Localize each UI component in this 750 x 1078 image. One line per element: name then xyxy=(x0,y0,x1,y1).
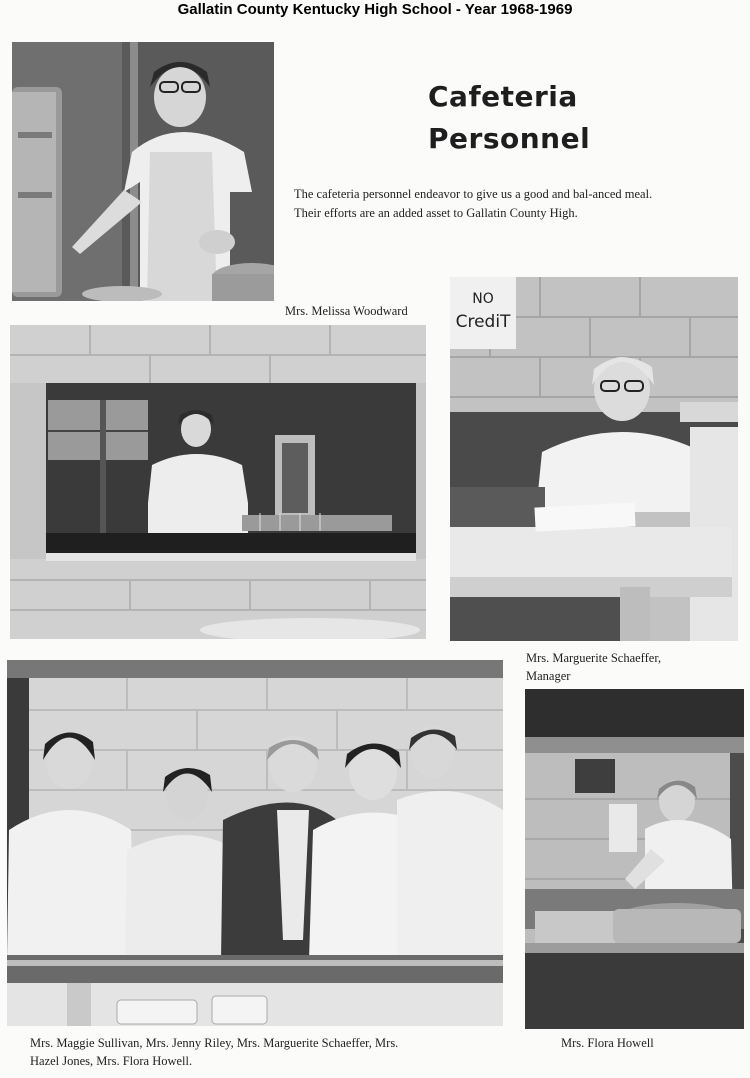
no-credit-sign-line2: CrediT xyxy=(455,312,511,332)
photo-marguerite-schaeffer xyxy=(450,277,738,641)
caption-marguerite-schaeffer-line1: Mrs. Marguerite Schaeffer, xyxy=(526,651,662,665)
caption-melissa-woodward: Mrs. Melissa Woodward xyxy=(285,304,408,318)
section-title-line1: Cafeteria xyxy=(428,80,578,113)
photo-serving-window xyxy=(10,325,426,639)
no-credit-sign-line1: NO xyxy=(472,291,494,307)
section-title-line2: Personnel xyxy=(428,122,591,155)
photo-melissa-woodward xyxy=(12,42,274,301)
photo-group-image xyxy=(7,660,503,1026)
caption-group-line2: Hazel Jones, Mrs. Flora Howell. xyxy=(30,1054,193,1068)
photo-melissa-woodward-image xyxy=(12,42,274,301)
section-title xyxy=(428,76,590,160)
caption-marguerite-schaeffer xyxy=(526,649,661,685)
caption-group xyxy=(30,1034,500,1070)
caption-flora-howell: Mrs. Flora Howell xyxy=(561,1036,654,1050)
photo-flora-howell-image xyxy=(525,689,744,1029)
caption-marguerite-schaeffer-line2: Manager xyxy=(526,669,571,683)
photo-marguerite-schaeffer-image xyxy=(450,277,738,641)
page-header-title: Gallatin County Kentucky High School - Year 1968-1969 xyxy=(177,1,573,18)
intro-paragraph: The cafeteria personnel endeavor to give us a good and bal-anced meal. Their efforts are an added asset to Gallatin County High. xyxy=(294,187,653,220)
caption-group-line1: Mrs. Maggie Sullivan, Mrs. Jenny Riley, Mrs. Marguerite Schaeffer, Mrs. xyxy=(30,1036,399,1050)
photo-flora-howell xyxy=(525,689,744,1029)
photo-group xyxy=(7,660,503,1026)
photo-serving-window-image xyxy=(10,325,426,639)
